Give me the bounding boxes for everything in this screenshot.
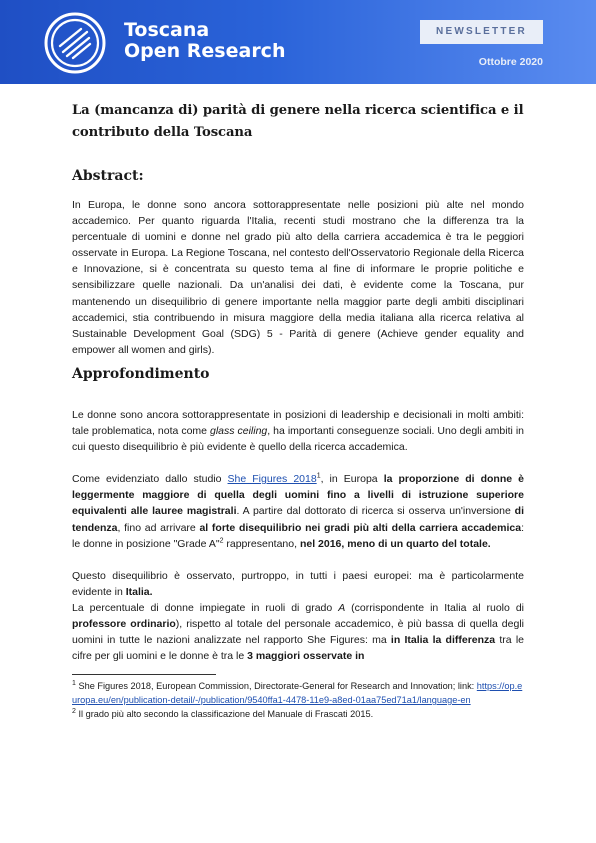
bold-run: la proporzione di donne è leggermente maggiore di quella degli uomini fino a livelli di istruzione superiore equivalenti alle lauree magistrali <box>72 473 524 518</box>
paragraph-2 <box>72 471 524 551</box>
paragraph-3 <box>72 568 524 600</box>
brand-line-1: Toscana <box>124 19 210 41</box>
footnotes <box>72 680 524 721</box>
text-run: tra le cifre per gli uomini e le donne è tra le <box>72 634 525 663</box>
bold-run: al forte disequilibrio nei gradi più alti della carriera accademica <box>199 521 522 534</box>
text-run: . A partire dal dottorato di ricerca si osserva un'inversione <box>236 505 515 518</box>
bold-run: di tendenza <box>72 505 524 534</box>
text-run: (corrispondente in Italia al ruolo di <box>345 601 524 614</box>
footnote-2 <box>72 708 524 722</box>
footnote-text: She Figures 2018, European Commission, Directorate-General for Research and Innovation; link: <box>75 681 477 692</box>
text-run: , in Europa <box>320 473 384 486</box>
newsletter-badge: NEWSLETTER <box>420 20 543 44</box>
text-run: Questo disequilibrio è osservato, purtroppo, in tutti i paesi europei: ma è particolarmente evidente in <box>72 569 524 598</box>
grade-a-term: A <box>338 601 346 614</box>
toscana-open-research-logo-icon <box>44 12 106 74</box>
issue-date: Ottobre 2020 <box>478 56 543 68</box>
text-run: , ha importanti conseguenze sociali. Uno degli ambiti in cui questo disequilibrio è più evidente è quello della ricerca accademica. <box>72 425 524 454</box>
text-run: , fino ad arrivare <box>117 521 200 534</box>
footnote-number: 2 <box>72 707 76 715</box>
brand-line-2: Open Research <box>124 40 286 62</box>
footnote-ref-2[interactable]: 2 <box>219 537 224 545</box>
text-run: Le donne sono ancora sottorappresentate in posizioni di leadership e decisionali in molti ambiti: tale problematica, nota come <box>72 408 524 438</box>
text-run: La percentuale di donne impiegate in ruoli di grado <box>72 601 339 614</box>
text-run: : le donne in posizione "Grade A" <box>72 521 524 550</box>
bold-run: Italia. <box>125 585 153 598</box>
footnote-1 <box>72 680 524 708</box>
newsletter-header <box>0 0 596 84</box>
abstract-text: In Europa, le donne sono ancora sottorappresentate nelle posizioni più alte nel mondo accademico. Per quanto riguarda l'Italia, recenti studi mostrano che la differenza tra la percentuale di uomini e donne nel grado più alto della carriera accademica è tra le peggiori osservate in Europa. La Regione Toscana, nel contesto dell'Osservatorio Regionale della Ricerca e Innovazione, si è concentrata su questo tema al fine di informare le proprie politiche e sensibilizzare quelle nazionali. Da un'analisi dei dati, è evidente come la Toscana, pur mantenendo un disequilibrio di genere importante nella maggior parte degli ambiti disciplinari accademici, stia contribuendo in misura maggiore della media italiana alla ricerca relativa al Sustainable Development Goal (SDG) 5 - Parità di genere (Achieve gender equality and empower all women and girls). <box>72 199 524 356</box>
text-run: Come evidenziato dallo studio <box>72 473 228 486</box>
bold-run: in Italia la differenza <box>390 634 496 647</box>
approfondimento-heading: Approfondimento <box>72 365 210 382</box>
text-run: rappresentano, <box>223 537 300 550</box>
footnote-text: Il grado più alto secondo la classificazione del Manuale di Frascati 2015. <box>75 708 374 719</box>
bold-run: 3 maggiori osservate in <box>247 650 365 663</box>
article-body <box>72 100 524 722</box>
brand-name <box>124 20 285 62</box>
glass-ceiling-term: glass ceiling <box>210 425 268 438</box>
text-run: ), rispetto al totale del personale accademico, è più bassa di quella degli uomini in tutte le nazioni analizzate nel rapporto She Figures: ma <box>72 617 524 647</box>
abstract-heading: Abstract: <box>72 168 144 184</box>
footnote-link[interactable]: https://op.europa.eu/en/publication-detail/-/publication/9540ffa1-4478-11e9-a8ed-01aa75ed71a1/language-en <box>72 681 523 706</box>
bold-run: nel 2016, meno di un quarto del totale. <box>299 537 491 550</box>
footnote-number: 1 <box>72 680 76 688</box>
she-figures-link[interactable]: She Figures 2018 <box>227 473 317 486</box>
footnote-ref-1[interactable]: 1 <box>316 472 321 480</box>
paragraph-4 <box>72 600 524 664</box>
bold-run: professore ordinario <box>72 617 176 630</box>
article-title: La (mancanza di) parità di genere nella ricerca scientifica e il contributo della Toscana <box>72 103 524 140</box>
footnote-divider <box>72 674 216 675</box>
paragraph-1 <box>72 407 524 455</box>
